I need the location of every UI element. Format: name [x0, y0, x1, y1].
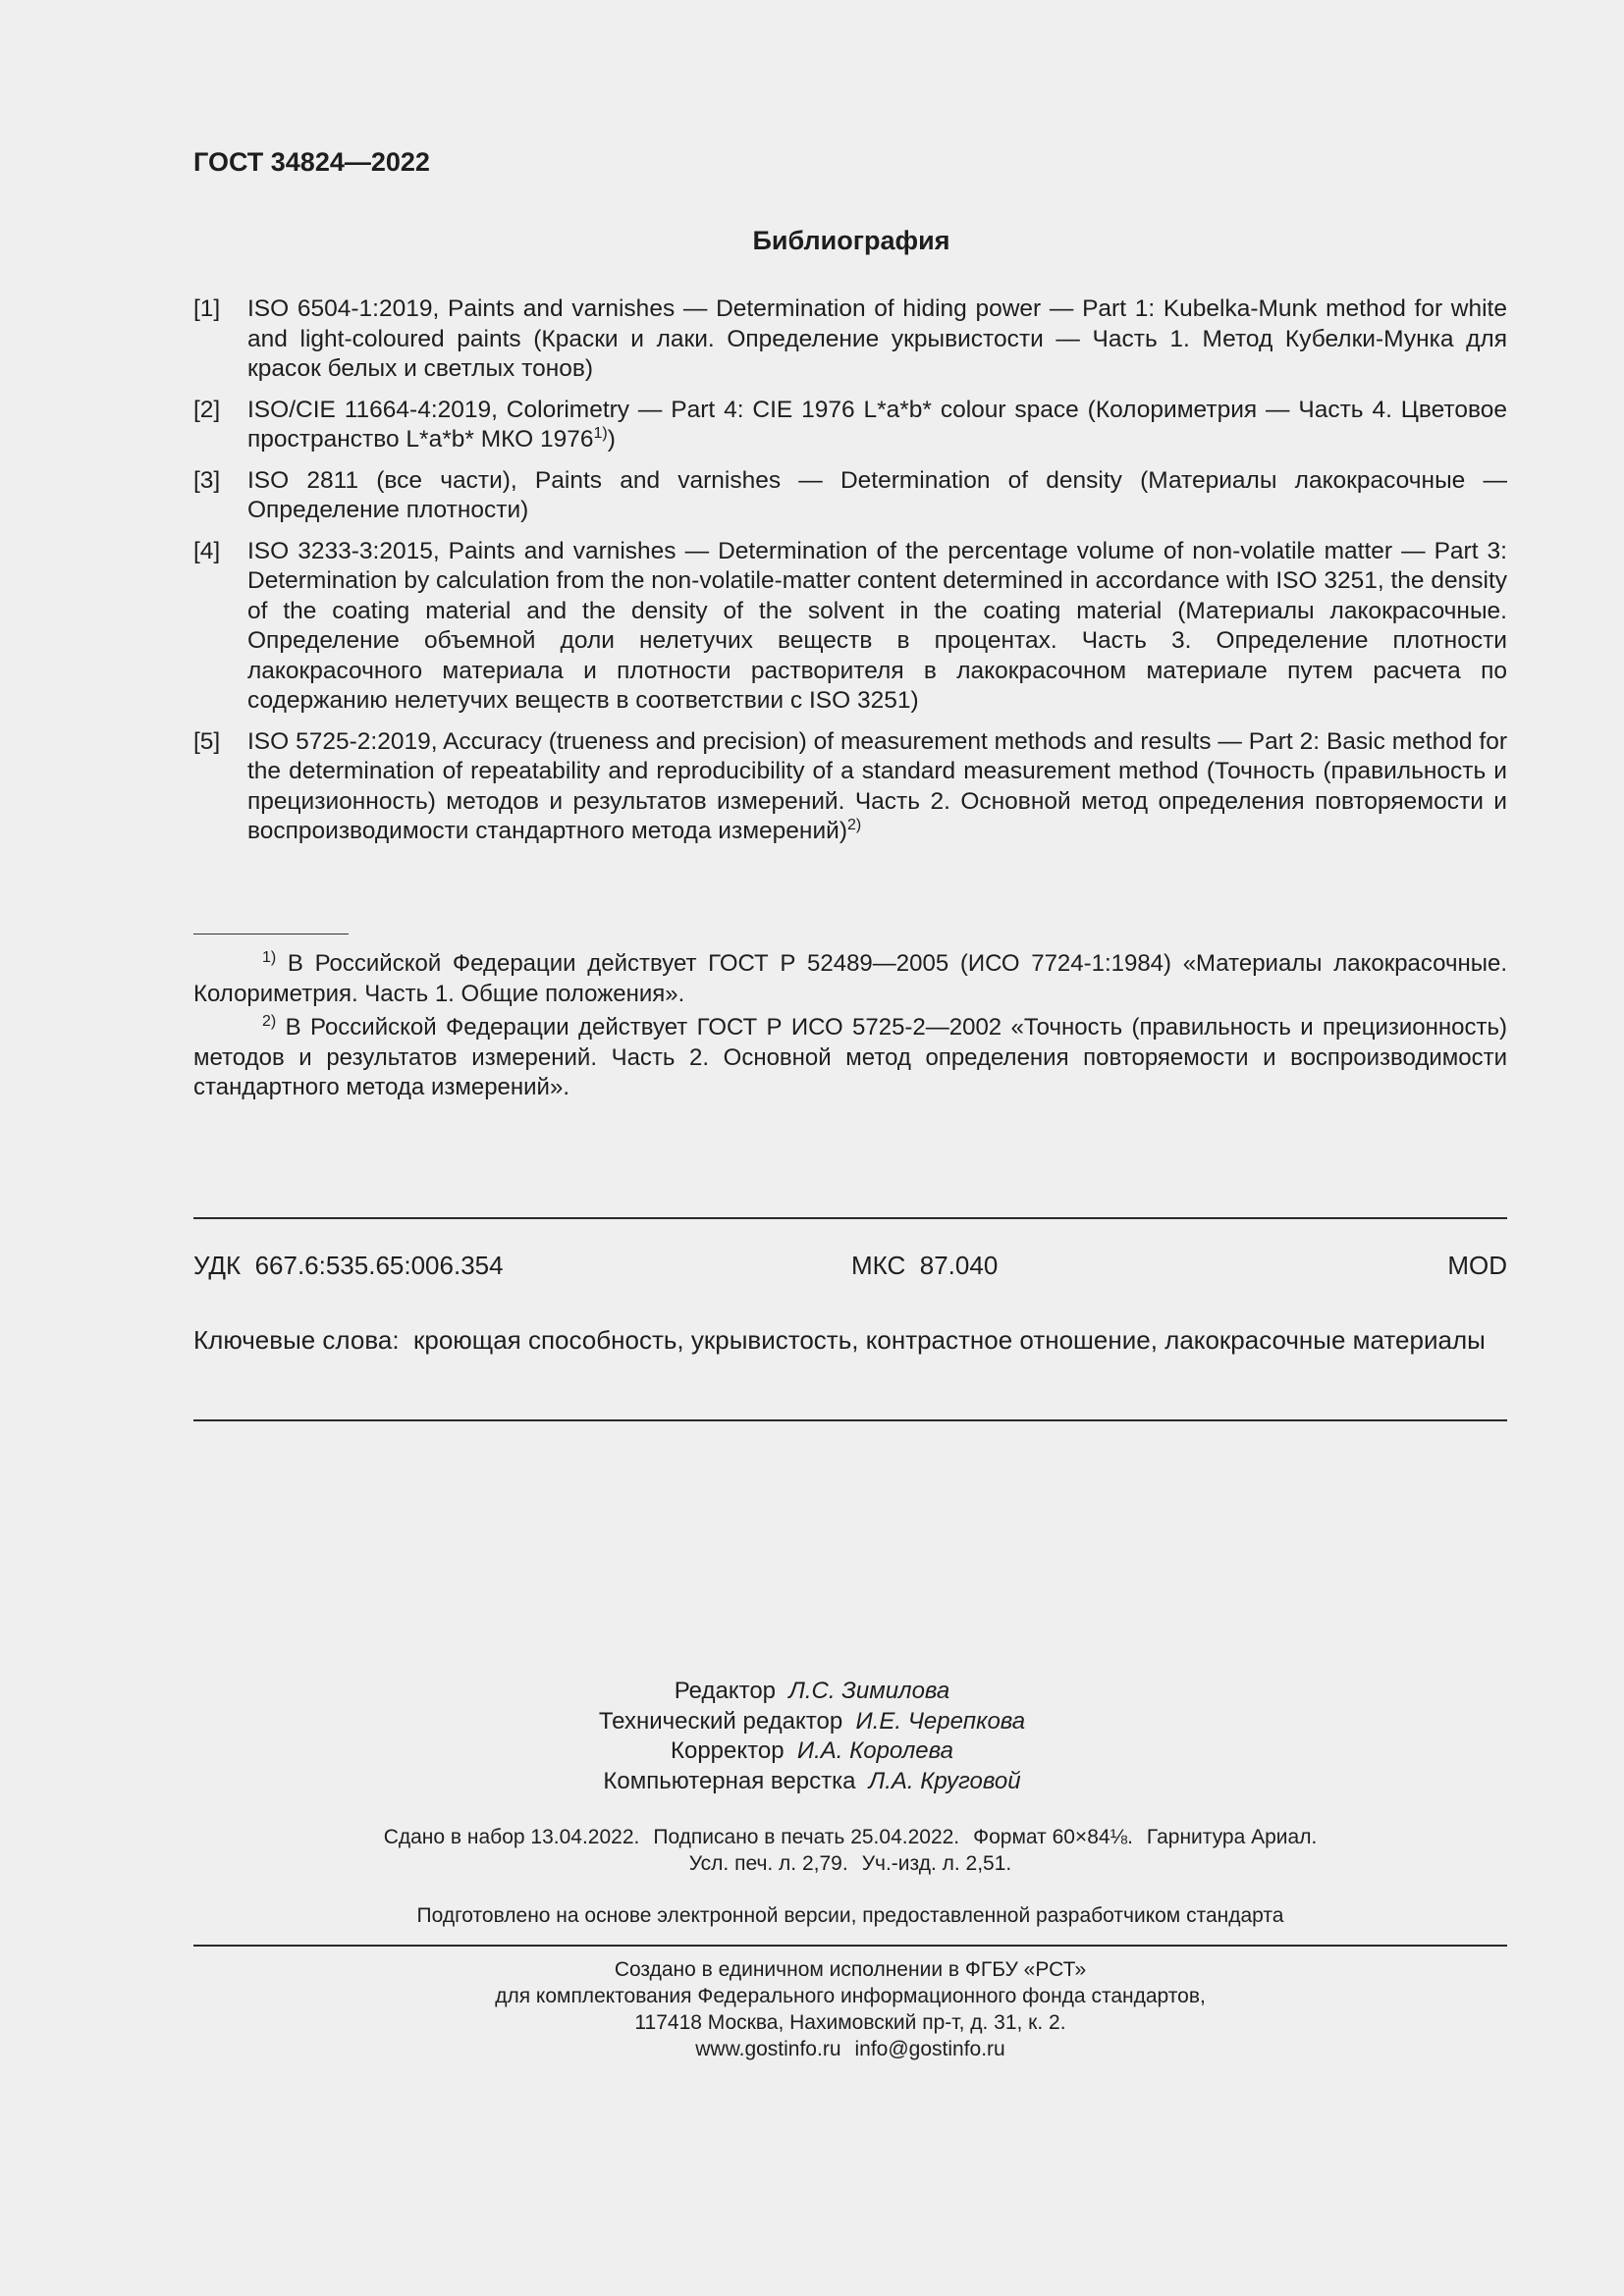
- imprint-info: Сдано в набор 13.04.2022. Подписано в печать 25.04.2022. Формат 60×84⅛. Гарнитура Ариал. Усл. печ. л. 2,79. Уч.-изд. л. 2,51.: [383, 1826, 1318, 1875]
- bibliography-item: [193, 294, 1507, 385]
- divider: [193, 1217, 1507, 1219]
- item-number: [1]: [193, 295, 221, 322]
- staff-row: Технический редактор И.Е. Черепкова: [598, 1707, 1026, 1735]
- mod-label: MOD: [1447, 1251, 1507, 1280]
- footnote-mark: 2): [262, 1013, 277, 1030]
- footnote-ref[interactable]: 1): [593, 424, 608, 442]
- website-link[interactable]: www.gostinfo.ru: [695, 2038, 841, 2060]
- staff-row: Корректор И.А. Королева: [671, 1737, 953, 1764]
- divider: [193, 1945, 1507, 1947]
- prepared-note: Подготовлено на основе электронной версии, предоставленной разработчиком стандарта: [416, 1904, 1284, 1927]
- publisher-info: Создано в единичном исполнении в ФГБУ «РСТ» для комплектования Федерального информационного фонда стандартов, 117418 Москва, Нахимовский пр-т, д. 31, к. 2. www.gostinfo.ru info@gostinfo.ru: [495, 1958, 1206, 2060]
- item-text: ISO 2811 (все части), Paints and varnishes — Determination of density (Материалы лакокрасочные — Определение плотности): [247, 466, 1507, 523]
- standard-code: ГОСТ 34824—2022: [193, 147, 430, 177]
- bibliography-item: [193, 396, 1507, 455]
- keywords: [193, 1323, 1507, 1358]
- footnote-ref[interactable]: 2): [846, 816, 862, 833]
- bibliography-item: [193, 466, 1507, 526]
- editorial-staff: [0, 1677, 1624, 1796]
- footnote: $^{1)}$ В Российской Федерации действует ГОСТ Р 52489—2005 (ИСО 7724-1:1984) «Материалы лакокрасочные. Колориметрия. Часть 1. Общие положения».: [193, 949, 1507, 1007]
- item-text: ISO 3233-3:2015, Paints and varnishes — Determination of the percentage volume of non-volatile matter — Part 3: Determination by calculation from the non-volatile-matter content determined in accordance with ISO 3251, the density of the coating material and the density of the solvent in the coating material (Материалы лакокрасочные. Определение объемной доли нелетучих веществ в процентах. Часть 3. Определение плотности лакокрасочного материала и плотности растворителя в лакокрасочном материале путем расчета по содержанию нелетучих веществ в соответствии с ISO 3251): [247, 537, 1507, 714]
- item-number: [4]: [193, 537, 221, 564]
- udk-code: УДК 667.6:535.65:006.354: [193, 1251, 504, 1280]
- item-text: ISO/CIE 11664-4:2019, Colorimetry — Part 4: CIE 1976 L*a*b* colour space (Колориметрия — Часть 4. Цветовое пространство L*a*b* МКО 1976$^{1)}$): [247, 396, 1507, 453]
- bibliography-list: [193, 294, 1507, 858]
- item-text: ISO 5725-2:2019, Accuracy (trueness and precision) of measurement methods and results — Part 2: Basic method for the determination of repeatability and reproducibility of a standard measurement method (Точность (правильность и прецизионность) методов и результатов измерений. Часть 2. Основной метод определения повторяемости и воспроизводимости стандартного метода измерений)$^{2)}$: [247, 727, 1507, 844]
- bibliography-item: [193, 727, 1507, 847]
- classification-row: [193, 1251, 1507, 1284]
- item-text: ISO 6504-1:2019, Paints and varnishes — Determination of hiding power — Part 1: Kubelka-Munk method for white and light-coloured paints (Краски и лаки. Определение укрывистости — Часть 1. Метод Кубелки-Мунка для красок белых и светлых тонов): [247, 295, 1507, 382]
- item-number: [5]: [193, 727, 221, 755]
- footnotes: [193, 949, 1507, 1107]
- mks-code: МКС 87.040: [851, 1251, 999, 1280]
- bibliography-item: [193, 537, 1507, 717]
- item-number: [2]: [193, 396, 221, 423]
- keywords-label: Ключевые слова:: [193, 1325, 400, 1355]
- keywords-text: кроющая способность, укрывистость, контрастное отношение, лакокрасочные материалы: [413, 1325, 1486, 1355]
- staff-row: Компьютерная верстка Л.А. Круговой: [603, 1767, 1021, 1794]
- email-link[interactable]: info@gostinfo.ru: [854, 2038, 1005, 2060]
- footnote-mark: 1): [262, 949, 277, 966]
- item-number: [3]: [193, 466, 221, 494]
- divider: [193, 1419, 1507, 1421]
- bibliography-title: Библиография: [752, 226, 950, 255]
- footnote: $^{2)}$ В Российской Федерации действует ГОСТ Р ИСО 5725-2—2002 «Точность (правильность и прецизионность) методов и результатов измерений. Часть 2. Основной метод определения повторяемости и воспроизводимости стандартного метода измерений».: [193, 1013, 1507, 1100]
- staff-row: Редактор Л.С. Зимилова: [674, 1678, 950, 1704]
